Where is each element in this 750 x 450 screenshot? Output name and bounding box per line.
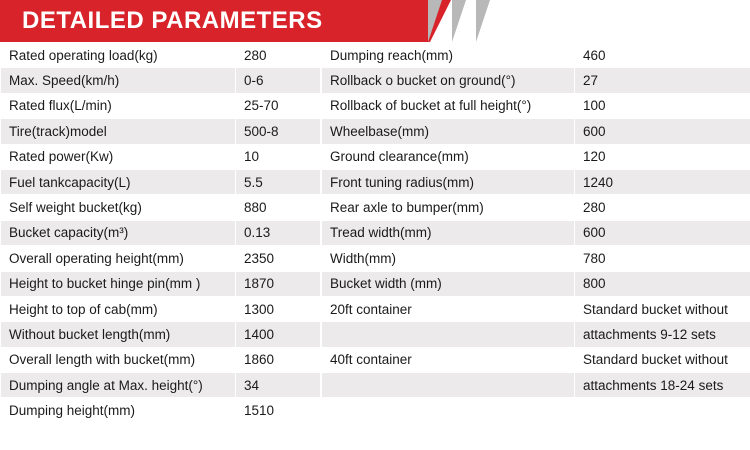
table-row: [322, 246, 750, 271]
table-row: [322, 347, 750, 372]
header-banner: [0, 0, 750, 42]
param-value: 1510: [236, 398, 321, 423]
param-label: Without bucket length(mm): [1, 322, 236, 347]
table-row: [322, 43, 750, 68]
page-title: DETAILED PARAMETERS: [22, 7, 323, 34]
param-label: Overall length with bucket(mm): [1, 347, 236, 372]
table-row: [322, 119, 750, 144]
param-value: attachments 18-24 sets: [575, 373, 750, 398]
table-row: [322, 68, 750, 93]
param-value: 10: [236, 144, 321, 169]
param-value: 280: [236, 43, 321, 68]
param-label: Overall operating height(mm): [1, 246, 236, 271]
param-label: Rear axle to bumper(mm): [322, 195, 575, 220]
table-row: [322, 322, 750, 347]
param-value: 27: [575, 68, 750, 93]
table-row: [1, 68, 321, 93]
param-label: [322, 322, 575, 347]
table-row: [1, 169, 321, 194]
param-value: 780: [575, 246, 750, 271]
param-value: 0.13: [236, 220, 321, 245]
param-label: [322, 373, 575, 398]
param-label: Fuel tankcapacity(L): [1, 169, 236, 194]
param-value: 600: [575, 119, 750, 144]
param-value: 460: [575, 43, 750, 68]
table-row: [1, 144, 321, 169]
param-label: Bucket capacity(m³): [1, 220, 236, 245]
right-table-body: [322, 43, 750, 424]
table-row: [1, 246, 321, 271]
table-row: [1, 119, 321, 144]
table-row: [322, 93, 750, 118]
param-value: Standard bucket without: [575, 347, 750, 372]
table-row: [322, 220, 750, 245]
table-row: [1, 398, 321, 423]
param-label: Dumping angle at Max. height(°): [1, 373, 236, 398]
param-label: Wheelbase(mm): [322, 119, 575, 144]
table-row: [322, 373, 750, 398]
table-row: [1, 347, 321, 372]
param-label: Ground clearance(mm): [322, 144, 575, 169]
table-row: [1, 373, 321, 398]
param-value: 1860: [236, 347, 321, 372]
param-value: 280: [575, 195, 750, 220]
param-value: 600: [575, 220, 750, 245]
param-label: Rated operating load(kg): [1, 43, 236, 68]
param-label: Rollback of bucket at full height(°): [322, 93, 575, 118]
param-value: Standard bucket without: [575, 296, 750, 321]
param-label: Rollback o bucket on ground(°): [322, 68, 575, 93]
param-label: Tire(track)model: [1, 119, 236, 144]
table-row: [1, 296, 321, 321]
table-row: [1, 93, 321, 118]
right-parameters-table: [321, 42, 750, 424]
param-label: Dumping reach(mm): [322, 43, 575, 68]
param-value: 500-8: [236, 119, 321, 144]
left-table-body: [1, 43, 321, 424]
table-row: [1, 322, 321, 347]
param-value: 1240: [575, 169, 750, 194]
param-value: 880: [236, 195, 321, 220]
table-row: [322, 195, 750, 220]
table-row: [1, 220, 321, 245]
param-value: 2350: [236, 246, 321, 271]
param-label: Self weight bucket(kg): [1, 195, 236, 220]
param-value: 25-70: [236, 93, 321, 118]
header-slash-3: [476, 0, 490, 42]
param-label: Dumping height(mm): [1, 398, 236, 423]
param-label: [322, 398, 575, 423]
param-label: 40ft container: [322, 347, 575, 372]
param-value: 34: [236, 373, 321, 398]
table-row: [1, 271, 321, 296]
table-row: [1, 43, 321, 68]
param-value: 1300: [236, 296, 321, 321]
parameters-tables: [0, 42, 750, 424]
param-label: 20ft container: [322, 296, 575, 321]
header-slash-2: [452, 0, 466, 42]
table-row: [322, 296, 750, 321]
param-value: 0-6: [236, 68, 321, 93]
table-row: [322, 169, 750, 194]
param-label: Front tuning radius(mm): [322, 169, 575, 194]
table-row: [1, 195, 321, 220]
param-label: Bucket width (mm): [322, 271, 575, 296]
param-value: [575, 398, 750, 423]
table-row: [322, 144, 750, 169]
param-label: Rated power(Kw): [1, 144, 236, 169]
param-value: 100: [575, 93, 750, 118]
param-label: Tread width(mm): [322, 220, 575, 245]
param-label: Height to top of cab(mm): [1, 296, 236, 321]
param-value: 800: [575, 271, 750, 296]
left-parameters-table: [0, 42, 321, 424]
param-label: Max. Speed(km/h): [1, 68, 236, 93]
param-value: 5.5: [236, 169, 321, 194]
param-value: 120: [575, 144, 750, 169]
param-value: 1400: [236, 322, 321, 347]
header-slash-1: [428, 0, 442, 42]
table-row: [322, 271, 750, 296]
param-value: attachments 9-12 sets: [575, 322, 750, 347]
param-value: 1870: [236, 271, 321, 296]
param-label: Height to bucket hinge pin(mm ): [1, 271, 236, 296]
table-row: [322, 398, 750, 423]
param-label: Width(mm): [322, 246, 575, 271]
param-label: Rated flux(L/min): [1, 93, 236, 118]
